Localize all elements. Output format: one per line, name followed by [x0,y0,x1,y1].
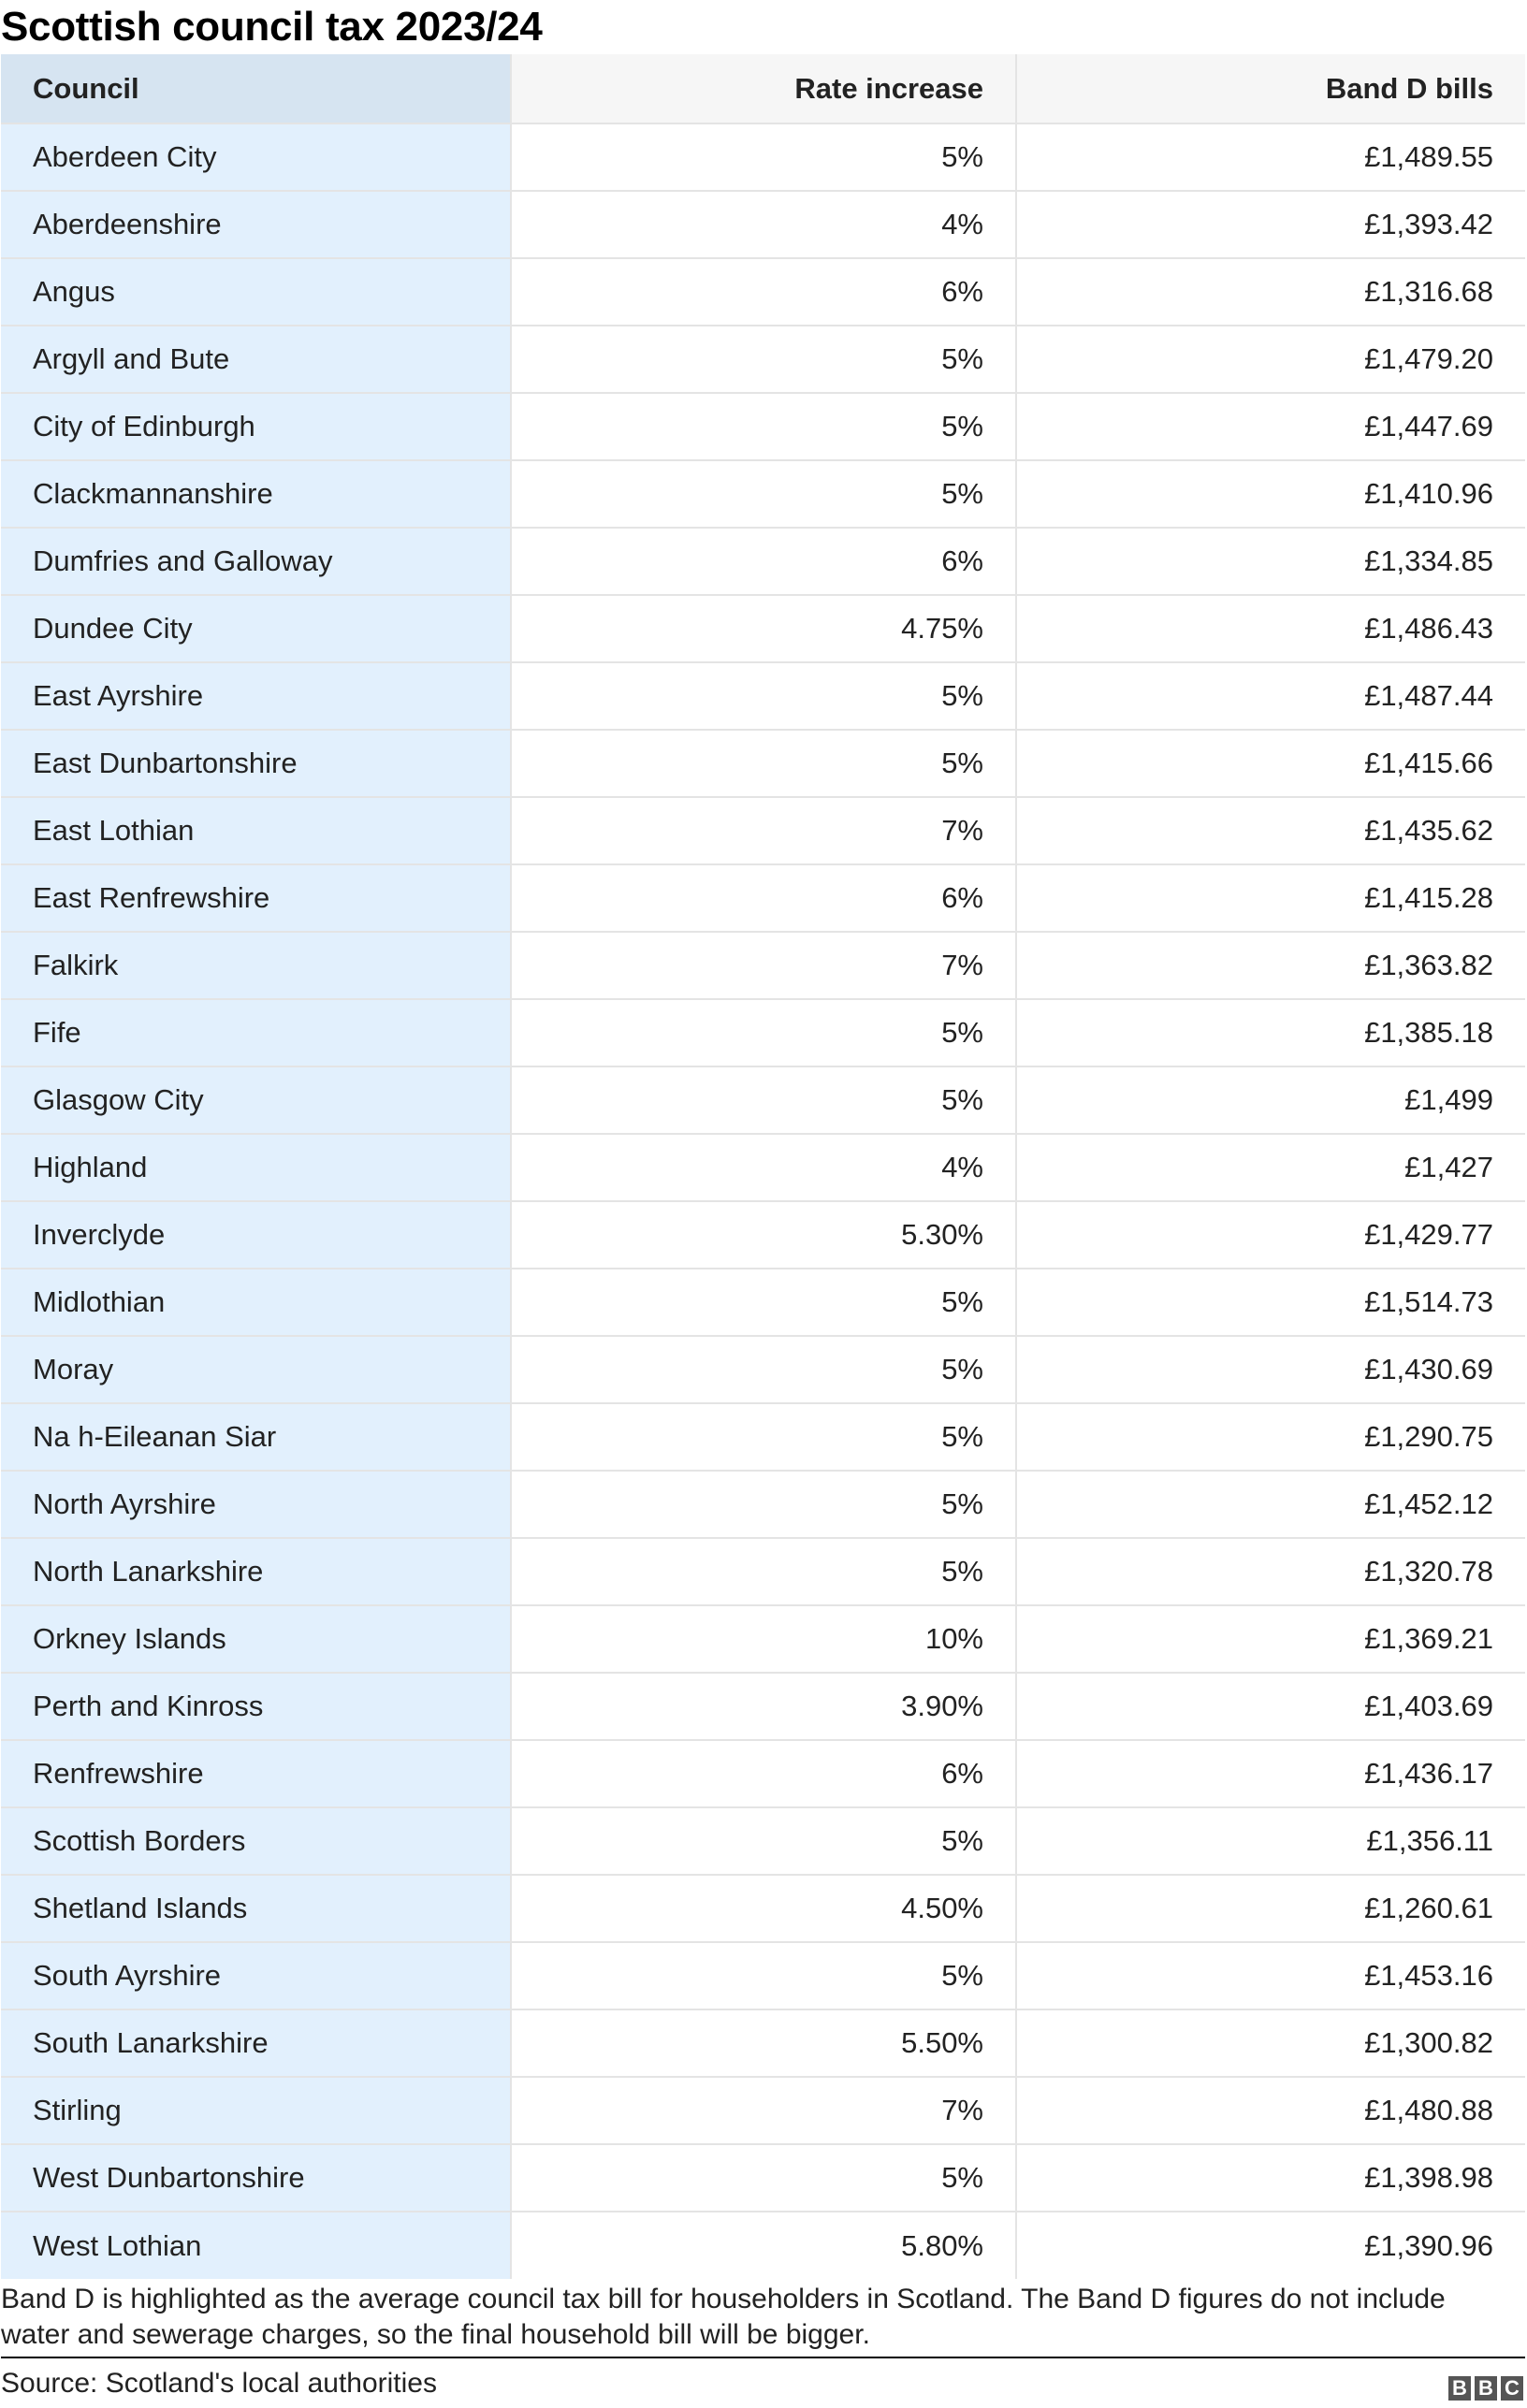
cell-council: Aberdeenshire [1,191,511,258]
cell-band-d-bill: £1,489.55 [1016,123,1525,191]
table-row [1,123,1525,191]
cell-band-d-bill: £1,390.96 [1016,2212,1525,2279]
cell-rate-increase: 5% [511,1538,1016,1605]
cell-band-d-bill: £1,334.85 [1016,528,1525,595]
cell-council: Orkney Islands [1,1605,511,1673]
cell-council: Fife [1,999,511,1066]
cell-band-d-bill: £1,356.11 [1016,1807,1525,1875]
cell-band-d-bill: £1,479.20 [1016,326,1525,393]
cell-council: Falkirk [1,932,511,999]
cell-council: Argyll and Bute [1,326,511,393]
column-header-rate-increase: Rate increase [511,54,1016,123]
table-row [1,595,1525,662]
cell-rate-increase: 5% [511,662,1016,730]
cell-rate-increase: 5% [511,1942,1016,2009]
cell-band-d-bill: £1,316.68 [1016,258,1525,326]
cell-band-d-bill: £1,290.75 [1016,1403,1525,1471]
cell-rate-increase: 5% [511,326,1016,393]
table-row [1,662,1525,730]
council-tax-table-container [1,54,1525,2279]
table-row [1,1807,1525,1875]
cell-council: East Dunbartonshire [1,730,511,797]
cell-rate-increase: 7% [511,932,1016,999]
table-row [1,1471,1525,1538]
cell-band-d-bill: £1,369.21 [1016,1605,1525,1673]
table-row [1,2077,1525,2144]
cell-rate-increase: 5% [511,1807,1016,1875]
cell-rate-increase: 5% [511,1066,1016,1134]
cell-band-d-bill: £1,320.78 [1016,1538,1525,1605]
footnote: Band D is highlighted as the average council tax bill for householders in Scotland. The Band D figures do not include water and sewerage charges, so the final household bill will be bigger. [1,2284,1446,2350]
table-row [1,1605,1525,1673]
cell-council: Perth and Kinross [1,1673,511,1740]
table-row [1,864,1525,932]
cell-rate-increase: 6% [511,528,1016,595]
cell-council: Midlothian [1,1269,511,1336]
cell-band-d-bill: £1,398.98 [1016,2144,1525,2212]
table-row [1,191,1525,258]
bbc-logo-letter: B [1448,2376,1471,2401]
cell-council: North Lanarkshire [1,1538,511,1605]
cell-council: Highland [1,1134,511,1201]
cell-rate-increase: 4.50% [511,1875,1016,1942]
bbc-logo-letter: C [1501,2376,1523,2401]
cell-rate-increase: 5% [511,730,1016,797]
cell-rate-increase: 5% [511,2144,1016,2212]
cell-band-d-bill: £1,393.42 [1016,191,1525,258]
cell-rate-increase: 4% [511,1134,1016,1201]
council-tax-table [1,54,1525,2279]
cell-rate-increase: 5.50% [511,2009,1016,2077]
column-header-council: Council [1,54,511,123]
cell-rate-increase: 4.75% [511,595,1016,662]
cell-council: City of Edinburgh [1,393,511,460]
table-row [1,1269,1525,1336]
table-row [1,932,1525,999]
cell-rate-increase: 5% [511,460,1016,528]
cell-council: South Lanarkshire [1,2009,511,2077]
cell-band-d-bill: £1,427 [1016,1134,1525,1201]
cell-council: West Dunbartonshire [1,2144,511,2212]
cell-band-d-bill: £1,363.82 [1016,932,1525,999]
source-credit: Source: Scotland's local authorities [1,2368,437,2399]
cell-band-d-bill: £1,429.77 [1016,1201,1525,1269]
table-row [1,1134,1525,1201]
cell-band-d-bill: £1,499 [1016,1066,1525,1134]
cell-council: Scottish Borders [1,1807,511,1875]
table-row [1,797,1525,864]
cell-band-d-bill: £1,487.44 [1016,662,1525,730]
cell-band-d-bill: £1,453.16 [1016,1942,1525,2009]
cell-rate-increase: 7% [511,2077,1016,2144]
table-row [1,1942,1525,2009]
cell-rate-increase: 5% [511,393,1016,460]
cell-council: East Lothian [1,797,511,864]
table-row [1,1336,1525,1403]
cell-band-d-bill: £1,403.69 [1016,1673,1525,1740]
table-row [1,1875,1525,1942]
cell-council: Stirling [1,2077,511,2144]
cell-band-d-bill: £1,260.61 [1016,1875,1525,1942]
cell-band-d-bill: £1,430.69 [1016,1336,1525,1403]
table-row [1,326,1525,393]
cell-band-d-bill: £1,514.73 [1016,1269,1525,1336]
cell-council: East Ayrshire [1,662,511,730]
cell-band-d-bill: £1,436.17 [1016,1740,1525,1807]
cell-rate-increase: 5% [511,1269,1016,1336]
cell-council: Renfrewshire [1,1740,511,1807]
cell-rate-increase: 5% [511,123,1016,191]
cell-rate-increase: 5% [511,999,1016,1066]
cell-rate-increase: 5% [511,1403,1016,1471]
cell-rate-increase: 10% [511,1605,1016,1673]
table-row [1,258,1525,326]
page-title: Scottish council tax 2023/24 [1,4,543,50]
cell-council: Na h-Eileanan Siar [1,1403,511,1471]
cell-council: Dumfries and Galloway [1,528,511,595]
footer-divider [1,2357,1525,2358]
table-row [1,528,1525,595]
table-row [1,2144,1525,2212]
table-row [1,1066,1525,1134]
cell-band-d-bill: £1,410.96 [1016,460,1525,528]
cell-council: East Renfrewshire [1,864,511,932]
table-row [1,1201,1525,1269]
cell-band-d-bill: £1,447.69 [1016,393,1525,460]
table-row [1,1403,1525,1471]
cell-rate-increase: 5% [511,1336,1016,1403]
bbc-logo [1448,2376,1523,2401]
table-row [1,1740,1525,1807]
cell-council: Clackmannanshire [1,460,511,528]
cell-band-d-bill: £1,385.18 [1016,999,1525,1066]
cell-rate-increase: 5.80% [511,2212,1016,2279]
cell-band-d-bill: £1,435.62 [1016,797,1525,864]
table-row [1,393,1525,460]
cell-band-d-bill: £1,415.28 [1016,864,1525,932]
cell-council: Moray [1,1336,511,1403]
cell-rate-increase: 4% [511,191,1016,258]
table-row [1,999,1525,1066]
cell-rate-increase: 7% [511,797,1016,864]
cell-rate-increase: 6% [511,1740,1016,1807]
cell-council: Glasgow City [1,1066,511,1134]
cell-rate-increase: 5% [511,1471,1016,1538]
cell-band-d-bill: £1,486.43 [1016,595,1525,662]
cell-band-d-bill: £1,415.66 [1016,730,1525,797]
table-row [1,730,1525,797]
table-row [1,460,1525,528]
cell-council: Angus [1,258,511,326]
cell-council: Shetland Islands [1,1875,511,1942]
bbc-logo-letter: B [1475,2376,1497,2401]
column-header-band-d-bills: Band D bills [1016,54,1525,123]
cell-rate-increase: 3.90% [511,1673,1016,1740]
table-header-row [1,54,1525,123]
cell-rate-increase: 5.30% [511,1201,1016,1269]
table-row [1,2212,1525,2279]
table-row [1,2009,1525,2077]
table-row [1,1673,1525,1740]
cell-council: North Ayrshire [1,1471,511,1538]
cell-council: South Ayrshire [1,1942,511,2009]
table-row [1,1538,1525,1605]
cell-council: Aberdeen City [1,123,511,191]
cell-council: West Lothian [1,2212,511,2279]
cell-rate-increase: 6% [511,258,1016,326]
cell-band-d-bill: £1,300.82 [1016,2009,1525,2077]
cell-band-d-bill: £1,480.88 [1016,2077,1525,2144]
cell-council: Inverclyde [1,1201,511,1269]
table-body [1,123,1525,2279]
cell-council: Dundee City [1,595,511,662]
cell-rate-increase: 6% [511,864,1016,932]
cell-band-d-bill: £1,452.12 [1016,1471,1525,1538]
